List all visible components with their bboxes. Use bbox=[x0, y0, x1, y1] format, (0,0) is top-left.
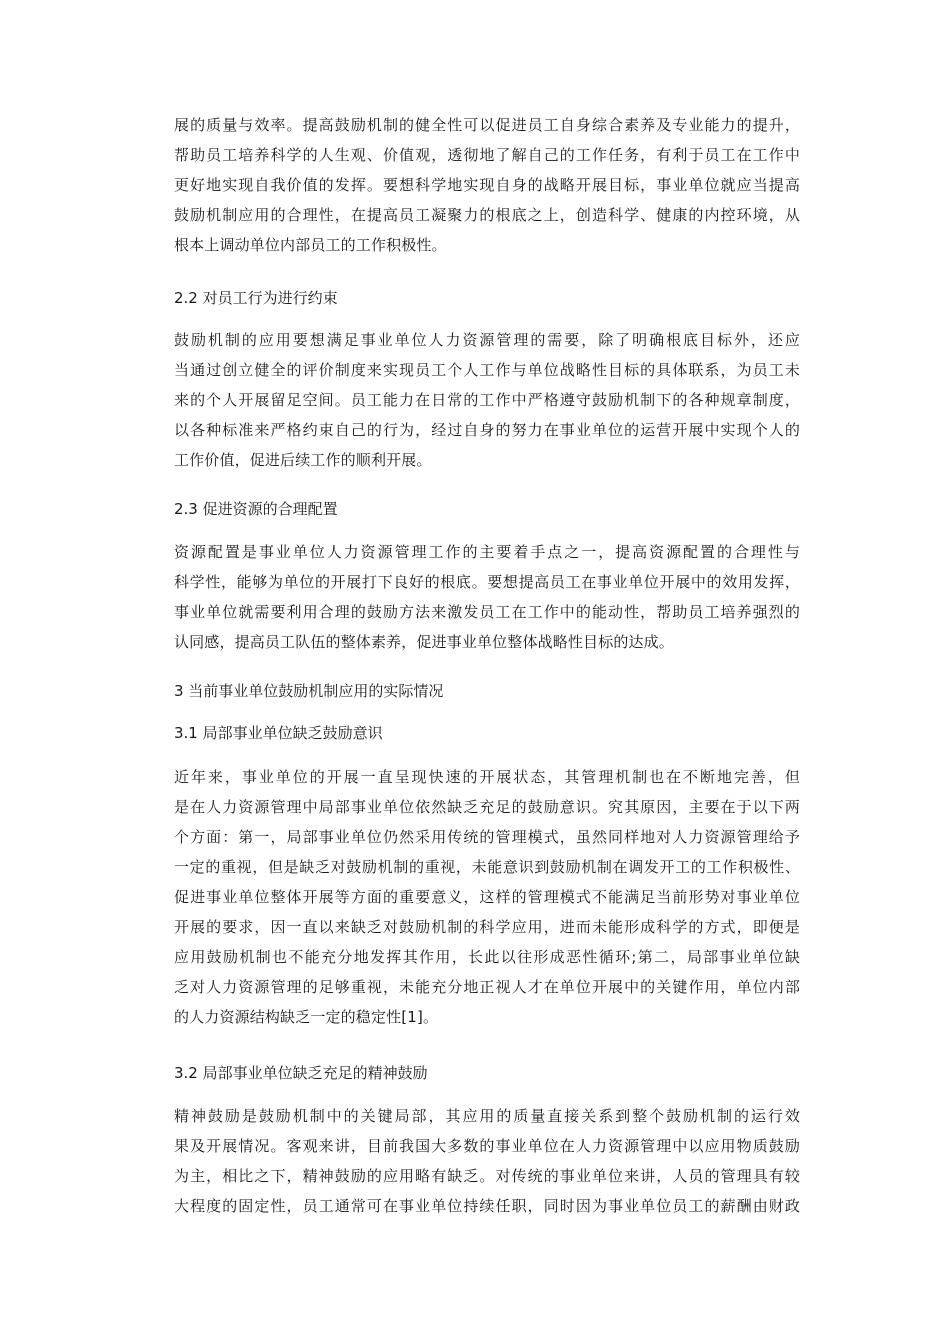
text-line: 资源配置是事业单位人力资源管理工作的主要着手点之一，提高资源配置的合理性与 bbox=[174, 543, 800, 561]
text-line: 大程度的固定性，员工通常可在事业单位持续任职，同时因为事业单位员工的薪酬由财政 bbox=[174, 1197, 800, 1215]
text-line: 鼓励机制应用的合理性，在提高员工凝聚力的根底之上，创造科学、健康的内控环境，从 bbox=[174, 206, 800, 224]
text-line: 展的质量与效率。提高鼓励机制的健全性可以促进员工自身综合素养及专业能力的提升， bbox=[174, 116, 800, 134]
section-heading-3-2: 3.2 局部事业单位缺乏充足的精神鼓励 bbox=[174, 1064, 428, 1082]
text-line: 根本上调动单位内部员工的工作积极性。 bbox=[174, 236, 447, 254]
text-line: 是在人力资源管理中局部事业单位依然缺乏充足的鼓励意识。究其原因，主要在于以下两 bbox=[174, 798, 800, 816]
text-line: 果及开展情况。客观来讲，目前我国大多数的事业单位在人力资源管理中以应用物质鼓励 bbox=[174, 1137, 800, 1155]
text-line: 开展的要求，因一直以来缺乏对鼓励机制的科学应用，进而未能形成科学的方式，即便是 bbox=[174, 918, 800, 936]
text-line: 以各种标准来严格约束自己的行为，经过自身的努力在事业单位的运营开展中实现个人的 bbox=[174, 421, 800, 439]
text-line: 的人力资源结构缺乏一定的稳定性[1]。 bbox=[174, 1008, 439, 1026]
text-line: 精神鼓励是鼓励机制中的关键局部，其应用的质量直接关系到整个鼓励机制的运行效 bbox=[174, 1107, 800, 1125]
text-line: 当通过创立健全的评价制度来实现员工个人工作与单位战略性目标的具体联系，为员工未 bbox=[174, 361, 800, 379]
text-line: 促进事业单位整体开展等方面的重要意义，这样的管理模式不能满足当前形势对事业单位 bbox=[174, 888, 800, 906]
text-line: 工作价值，促进后续工作的顺利开展。 bbox=[174, 451, 432, 469]
text-line: 为主，相比之下，精神鼓励的应用略有缺乏。对传统的事业单位来讲，人员的管理具有较 bbox=[174, 1167, 800, 1185]
text-line: 近年来，事业单位的开展一直呈现快速的开展状态，其管理机制也在不断地完善，但 bbox=[174, 768, 800, 786]
text-line: 认同感，提高员工队伍的整体素养，促进事业单位整体战略性目标的达成。 bbox=[174, 633, 674, 651]
section-heading-3: 3 当前事业单位鼓励机制应用的实际情况 bbox=[174, 682, 444, 700]
section-heading-3-1: 3.1 局部事业单位缺乏鼓励意识 bbox=[174, 724, 383, 742]
paragraph-spiritual-incentive bbox=[174, 1101, 800, 1221]
text-line: 来的个人开展留足空间。员工能力在日常的工作中严格遵守鼓励机制下的各种规章制度， bbox=[174, 391, 800, 409]
text-line: 乏对人力资源管理的足够重视，未能充分地正视人才在单位开展中的关键作用，单位内部 bbox=[174, 978, 800, 996]
text-line: 鼓励机制的应用要想满足事业单位人力资源管理的需要，除了明确根底目标外，还应 bbox=[174, 331, 800, 349]
text-line: 帮助员工培养科学的人生观、价值观，透彻地了解自己的工作任务，有利于员工在工作中 bbox=[174, 146, 800, 164]
text-line: 个方面：第一，局部事业单位仍然采用传统的管理模式，虽然同样地对人力资源管理给予 bbox=[174, 828, 800, 846]
text-line: 一定的重视，但是缺乏对鼓励机制的重视，未能意识到鼓励机制在调发开工的工作积极性、 bbox=[174, 858, 800, 876]
section-heading-2-3: 2.3 促进资源的合理配置 bbox=[174, 500, 338, 518]
text-line: 事业单位就需要利用合理的鼓励方法来激发员工在工作中的能动性，帮助员工培养强烈的 bbox=[174, 603, 800, 621]
paragraph-quality-efficiency bbox=[174, 110, 800, 260]
text-line: 科学性，能够为单位的开展打下良好的根底。要想提高员工在事业单位开展中的效用发挥， bbox=[174, 573, 800, 591]
paragraph-resource-allocation bbox=[174, 537, 800, 657]
paragraph-constrain-behavior bbox=[174, 325, 800, 475]
text-line: 更好地实现自我价值的发挥。要想科学地实现自身的战略开展目标，事业单位就应当提高 bbox=[174, 176, 800, 194]
section-heading-2-2: 2.2 对员工行为进行约束 bbox=[174, 289, 338, 307]
text-line: 应用鼓励机制也不能充分地发挥其作用，长此以往形成恶性循环;第二，局部事业单位缺 bbox=[174, 948, 800, 966]
paragraph-lack-incentive-awareness bbox=[174, 762, 800, 1032]
